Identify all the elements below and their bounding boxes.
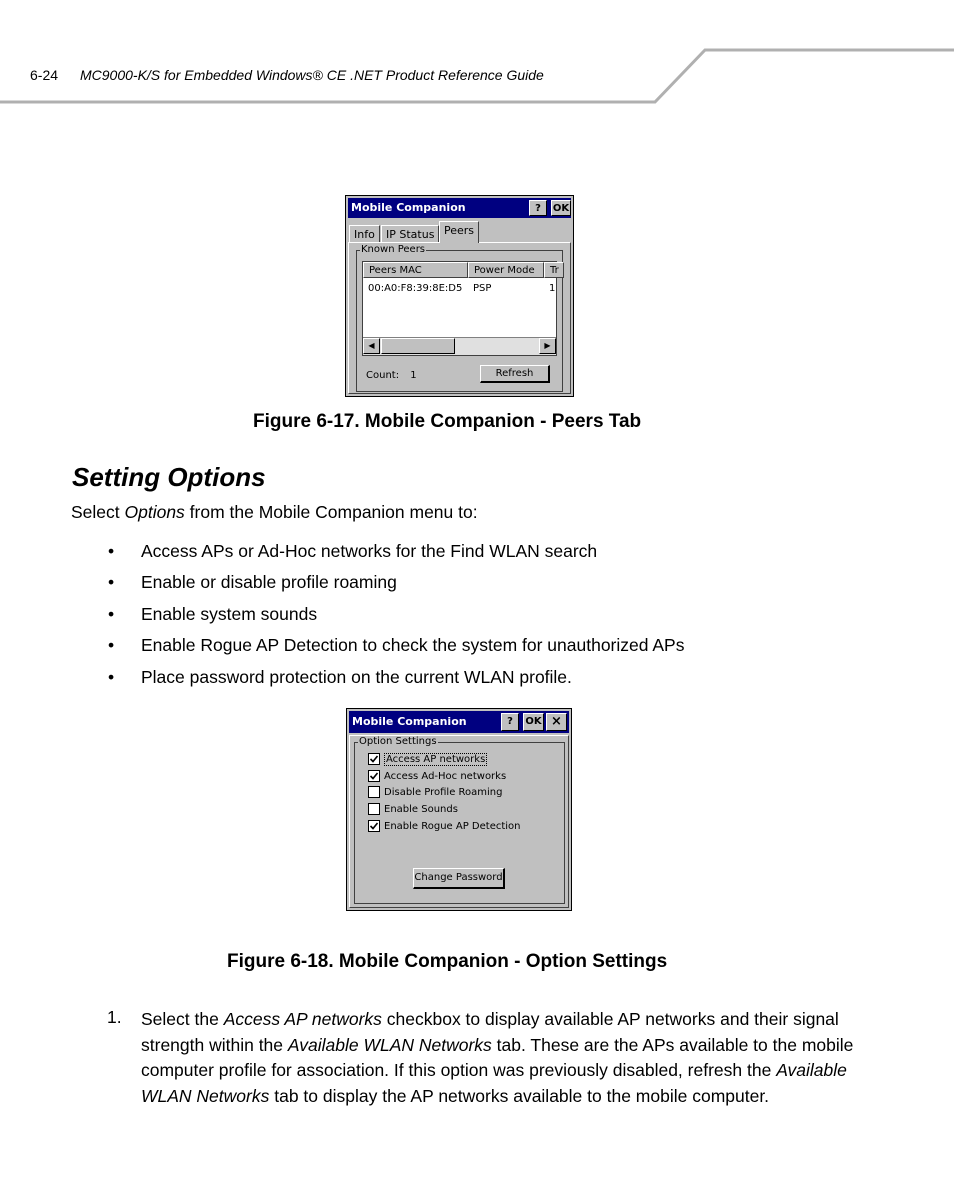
peers-list[interactable] [362,261,557,356]
bullet-text: Access APs or Ad-Hoc networks for the Find WLAN search [141,541,598,561]
section-heading: Setting Options [72,462,266,492]
intro-text-start: Select [71,502,125,522]
bullet-icon: • [108,635,115,655]
intro-text-end: from the Mobile Companion menu to: [184,502,478,522]
peer-tr-cell: 1 [549,283,556,294]
help-button[interactable]: ? [501,713,519,731]
help-button[interactable]: ? [529,200,547,216]
bullet-icon: • [108,572,115,592]
bullet-text: Enable system sounds [141,604,318,624]
step-text [141,1007,861,1109]
intro-text-options: Options [124,502,185,522]
option-label: Access AP networks [386,754,486,765]
bullet-icon: • [108,541,115,561]
step-text-run: Select the [141,1009,224,1029]
count-label: Count: [366,370,400,381]
peers-tab-dialog [345,195,574,397]
option-settings-group [354,736,565,904]
bullet-icon: • [108,667,115,687]
bullet-text: Enable Rogue AP Detection to check the system for unauthorized APs [141,635,685,655]
page-number: 6-24 [30,67,59,83]
scroll-left-icon[interactable]: ◀ [363,338,380,354]
emphasis-text: Access AP networks [223,1009,382,1029]
dialog-title-bar [349,711,569,733]
dialog-title: Mobile Companion [351,201,466,214]
checkbox-unchecked-icon[interactable] [368,803,380,815]
change-password-button[interactable]: Change Password [413,868,505,889]
checkbox-checked-icon[interactable] [368,753,380,765]
option-checkbox-row[interactable] [368,803,458,817]
step-text-run: tab to display the AP networks available to the mobile computer. [269,1085,770,1106]
bullet-icon: • [108,604,115,624]
column-tr[interactable]: Tr [544,262,564,278]
intro-paragraph [71,502,478,523]
tab-peers[interactable]: Peers [439,221,479,243]
option-label: Access Ad-Hoc networks [384,770,507,782]
ok-button[interactable]: OK [551,200,571,216]
checkbox-checked-icon[interactable] [368,820,380,832]
option-settings-dialog [346,708,572,911]
step-text-run: tab. These are the APs available to the mobile computer profile for association. If this option was previously disabled, refresh the [141,1034,854,1080]
peer-mac-cell: 00:A0:F8:39:8E:D5 [368,283,463,294]
tab-ip-status[interactable]: IP Status [381,225,439,243]
option-label: Enable Sounds [384,804,458,816]
horizontal-scrollbar[interactable] [363,337,556,355]
scroll-thumb[interactable] [381,338,455,354]
header-rule [0,0,954,110]
emphasis-text: Available WLAN Networks [141,1060,847,1106]
option-checkbox-row[interactable] [368,753,487,767]
scroll-right-icon[interactable]: ▶ [539,338,556,354]
emphasis-text: Available WLAN Networks [287,1034,492,1055]
option-settings-label: Option Settings [359,736,437,747]
option-checkbox-row[interactable] [368,770,506,784]
dialog-title-bar [348,198,571,218]
known-peers-label: Known Peers [361,244,426,255]
count-readout [366,370,417,381]
figure-caption-peers: Figure 6-17. Mobile Companion - Peers Tab [253,411,642,432]
step-text-run: checkbox to display available AP networks and their signal strength within the [141,1009,839,1055]
step-number: 1. [107,1007,122,1027]
tab-info[interactable]: Info [349,225,380,243]
count-value: 1 [410,370,417,381]
column-power-mode[interactable]: Power Mode [468,262,544,278]
bullet-text: Place password protection on the current WLAN profile. [141,667,572,687]
dialog-title: Mobile Companion [352,715,467,728]
running-title: MC9000-K/S for Embedded Windows® CE .NET Product Reference Guide [80,67,544,83]
option-label: Enable Rogue AP Detection [384,820,521,832]
bullet-text: Enable or disable profile roaming [141,572,397,592]
known-peers-group [356,244,563,392]
option-checkbox-row[interactable] [368,786,503,800]
option-checkbox-row[interactable] [368,820,521,834]
refresh-button[interactable]: Refresh [480,365,550,383]
checkbox-unchecked-icon[interactable] [368,786,380,798]
figure-caption-options: Figure 6-18. Mobile Companion - Option Settings [227,951,668,972]
peer-power-mode-cell: PSP [473,283,492,294]
column-peers-mac[interactable]: Peers MAC [363,262,468,278]
checkbox-checked-icon[interactable] [368,770,380,782]
ok-button[interactable]: OK [523,713,544,731]
option-label: Disable Profile Roaming [384,787,503,799]
close-icon[interactable]: × [546,713,567,731]
